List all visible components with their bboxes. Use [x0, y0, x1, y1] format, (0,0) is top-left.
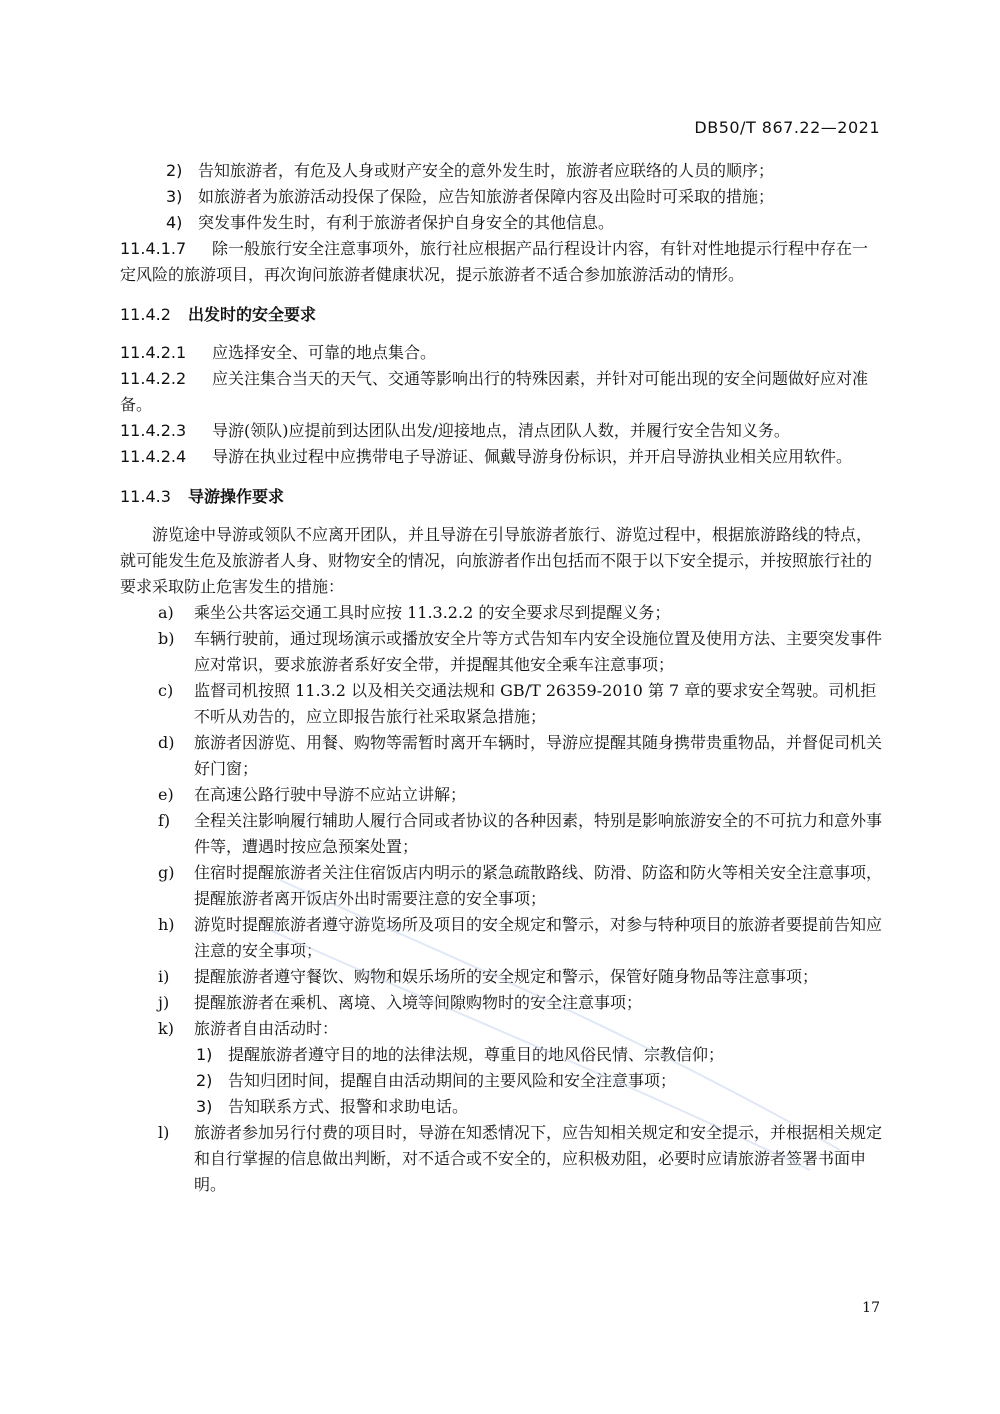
- k-sub-item-1: [120, 1042, 882, 1068]
- sub-item-2: [120, 158, 882, 184]
- clause-text: 除一般旅行安全注意事项外，旅行社应根据产品行程设计内容，有针对性地提示行程中存在一定风险的旅游项目，再次询问旅游者健康状况，提示旅游者不适合参加旅游活动的情形。: [120, 239, 869, 284]
- list-item-label: h): [158, 915, 175, 934]
- list-item-text: 乘坐公共客运交通工具时应按 11.3.2.2 的安全要求尽到提醒义务；: [194, 603, 671, 622]
- list-item-text: 住宿时提醒旅游者关注住宿饭店内明示的紧急疏散路线、防滑、防盗和防火等相关安全注意事项，提醒旅游者离开饭店外出时需要注意的安全事项；: [194, 863, 883, 908]
- list-item-h: [120, 912, 882, 964]
- page-number: 17: [862, 1300, 880, 1316]
- list-item-f: [120, 808, 882, 860]
- list-item-text: 游览时提醒旅游者遵守游览场所及项目的安全规定和警示，对参与特种项目的旅游者要提前告知应注意的安全事项；: [194, 915, 883, 960]
- clause-text: 应选择安全、可靠的地点集合。: [212, 343, 437, 362]
- list-item-text: 提醒旅游者在乘机、离境、入境等间隙购物时的安全注意事项；: [194, 993, 643, 1012]
- clause-11-4-2-4: [120, 444, 882, 470]
- clause-text: 应关注集合当天的天气、交通等影响出行的特殊因素，并针对可能出现的安全问题做好应对准备。: [120, 369, 869, 414]
- section-number: 11.4.3: [120, 487, 171, 506]
- clause-text: 导游(领队)应提前到达团队出发/迎接地点，清点团队人数，并履行安全告知义务。: [212, 421, 790, 440]
- sub-item-label: 2): [196, 1071, 213, 1090]
- list-item-text: 监督司机按照 11.3.2 以及相关交通法规和 GB/T 26359-2010 第 7 章的要求安全驾驶。司机拒不听从劝告的，应立即报告旅行社采取紧急措施；: [194, 681, 877, 726]
- sub-item-text: 如旅游者为旅游活动投保了保险，应告知旅游者保障内容及出险时可采取的措施；: [198, 187, 775, 206]
- list-item-i: [120, 964, 882, 990]
- list-item-label: g): [158, 863, 175, 882]
- section-heading-11-4-3: [120, 484, 882, 510]
- list-item-g: [120, 860, 882, 912]
- document-code: DB50/T 867.22—2021: [694, 118, 880, 137]
- list-item-text: 在高速公路行驶中导游不应站立讲解；: [194, 785, 467, 804]
- section-intro-paragraph: 游览途中导游或领队不应离开团队，并且导游在引导旅游者旅行、游览过程中，根据旅游路线的特点，就可能发生危及旅游者人身、财物安全的情况，向旅游者作出包括而不限于以下安全提示，并按照旅行社的要求采取防止危害发生的措施：: [120, 525, 873, 596]
- page-content: [120, 158, 882, 1198]
- list-item-text: 提醒旅游者遵守餐饮、购物和娱乐场所的安全规定和警示，保管好随身物品等注意事项；: [194, 967, 819, 986]
- clause-number: 11.4.2.3: [120, 421, 187, 440]
- list-item-c: [120, 678, 882, 730]
- k-sub-item-3: [120, 1094, 882, 1120]
- list-item-l: [120, 1120, 882, 1198]
- sub-item-3: [120, 184, 882, 210]
- clause-number: 11.4.2.2: [120, 369, 187, 388]
- sub-item-label: 2): [166, 161, 183, 180]
- sub-item-text: 告知归团时间，提醒自由活动期间的主要风险和安全注意事项；: [228, 1071, 677, 1090]
- list-item-text: 全程关注影响履行辅助人履行合同或者协议的各种因素，特别是影响旅游安全的不可抗力和意外事件等，遭遇时按应急预案处置；: [194, 811, 883, 856]
- list-item-label: j): [158, 993, 170, 1012]
- list-item-b: [120, 626, 882, 678]
- list-item-a: [120, 600, 882, 626]
- list-item-label: a): [158, 603, 174, 622]
- list-item-label: i): [158, 967, 170, 986]
- clause-number: 11.4.1.7: [120, 239, 187, 258]
- section-number: 11.4.2: [120, 305, 171, 324]
- clause-11-4-2-2: [120, 366, 882, 418]
- list-item-k: [120, 1016, 882, 1042]
- list-item-text: 车辆行驶前，通过现场演示或播放安全片等方式告知车内安全设施位置及使用方法、主要突发事件应对常识，要求旅游者系好安全带，并提醒其他安全乘车注意事项；: [194, 629, 883, 674]
- list-item-label: l): [158, 1123, 170, 1142]
- clause-text: 导游在执业过程中应携带电子导游证、佩戴导游身份标识，并开启导游执业相关应用软件。: [212, 447, 853, 466]
- sub-item-text: 突发事件发生时，有利于旅游者保护自身安全的其他信息。: [198, 213, 615, 232]
- clause-11-4-2-3: [120, 418, 882, 444]
- sub-item-label: 1): [196, 1045, 213, 1064]
- section-heading-11-4-2: [120, 302, 882, 328]
- section-title: 出发时的安全要求: [188, 305, 317, 324]
- sub-item-label: 3): [166, 187, 183, 206]
- clause-11-4-1-7: [120, 236, 882, 288]
- clause-11-4-2-1: [120, 340, 882, 366]
- sub-item-label: 4): [166, 213, 183, 232]
- list-item-label: c): [158, 681, 174, 700]
- list-item-text: 旅游者参加另行付费的项目时，导游在知悉情况下，应告知相关规定和安全提示，并根据相关规定和自行掌握的信息做出判断，对不适合或不安全的，应积极劝阻，必要时应请旅游者签署书面申明。: [194, 1123, 883, 1194]
- sub-item-text: 告知旅游者，有危及人身或财产安全的意外发生时，旅游者应联络的人员的顺序；: [198, 161, 775, 180]
- sub-item-4: [120, 210, 882, 236]
- list-item-label: f): [158, 811, 171, 830]
- clause-number: 11.4.2.4: [120, 447, 187, 466]
- sub-item-text: 告知联系方式、报警和求助电话。: [228, 1097, 469, 1116]
- list-item-e: [120, 782, 882, 808]
- list-item-label: d): [158, 733, 175, 752]
- list-item-label: k): [158, 1019, 174, 1038]
- list-item-text: 旅游者因游览、用餐、购物等需暂时离开车辆时，导游应提醒其随身携带贵重物品，并督促司机关好门窗；: [194, 733, 883, 778]
- list-item-text: 旅游者自由活动时：: [194, 1019, 339, 1038]
- list-item-label: b): [158, 629, 175, 648]
- clause-number: 11.4.2.1: [120, 343, 187, 362]
- list-item-d: [120, 730, 882, 782]
- sub-item-label: 3): [196, 1097, 213, 1116]
- list-item-j: [120, 990, 882, 1016]
- k-sub-item-2: [120, 1068, 882, 1094]
- list-item-label: e): [158, 785, 174, 804]
- section-title: 导游操作要求: [188, 487, 285, 506]
- sub-item-text: 提醒旅游者遵守目的地的法律法规，尊重目的地风俗民情、宗教信仰；: [228, 1045, 725, 1064]
